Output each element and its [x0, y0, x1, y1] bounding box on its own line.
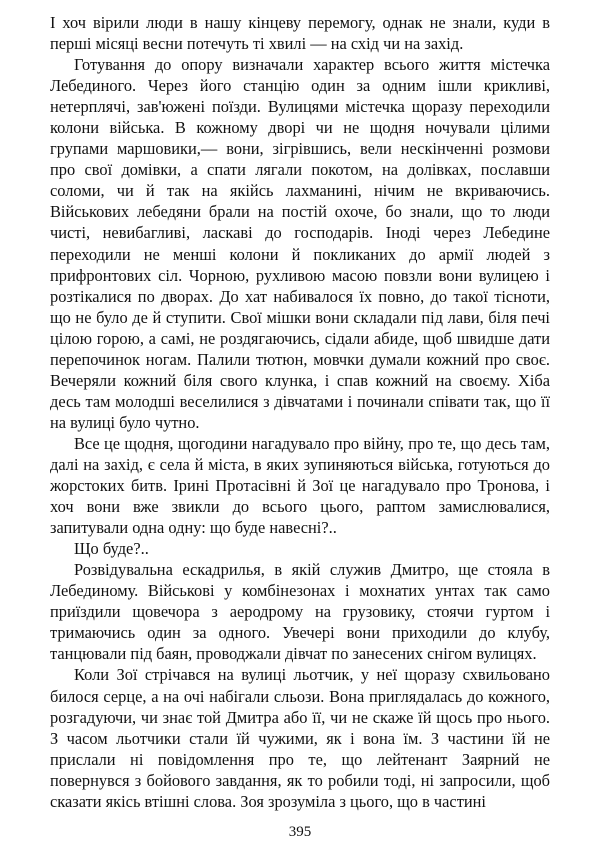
paragraph-4: Що буде?.. [74, 539, 149, 559]
paragraph-3: Все це щодня, щогодини нагадувало про війну, про те, що десь там, далі на захід, є села й міста, в яких зупиняються війська, готуються до жорстоких битв. Ірині Протасівні й Зої це нагадувало про Тронова, і хоч вони вже звикли до всього цього, раптом замислювалися, запитували одна одну: що буде навесні?.. [50, 433, 550, 538]
page-number: 395 [288, 824, 312, 840]
page-body [50, 12, 550, 812]
paragraph-2: Готування до опору визначали характер всього життя містечка Лебединого. Через його станцію один за одним ішли крикливі, нетерплячі, зав'южені поїзди. Вулицями містечка щоразу переходили колони війська. В кожному дворі чи не щодня ночували цілими групами маршовики,— вони, зігрівшись, вели нескінченні розмови про свої домівки, а спати лягали покотом, на долівках, пославши соломи, чи й так на якійсь лахманині, нічим не вкриваючись. Військових лебедяни брали на постій охоче, бо знали, що то люди чисті, невибагливі, ласкаві до господарів. Іноді через Лебедине переходили не менші колони й покликаних до армії людей з прифронтових сіл. Чорною, рухливою масою повзли вони вулицею і розтікалися по дворах. До хат набивалося їх повно, до такої тісноти, що не було де й ступити. Свої мішки вони складали під лави, біля печі цілою горою, а самі, не роздягаючись, сідали абиде, щоб швидше дати перепочинок ногам. Палили тютюн, мовчки думали кожний про своє. Вечеряли кожний біля свого клунка, і спав кожний на своєму. Хіба десь там молодші веселилися з дівчатами і починали співати так, що її на вулиці було чутно. [50, 55, 550, 432]
paragraph-6: Коли Зої стрічався на вулиці льотчик, у неї щоразу схвильовано билося серце, а на очі набігали сльози. Вона приглядалась до кожного, розгадуючи, чи знає той Дмитра або її, чи не скаже їй щось про нього. З часом льотчики стали їй чужими, як і вона їм. З частини їй не прислали ні повідомлення про те, що лейтенант Заярний не повернувся з бойового завдання, як то робили тоді, ні запросили, щоб сказати якісь втішні слова. Зоя зрозуміла з цього, що в частині [50, 665, 550, 811]
paragraph-5: Розвідувальна ескадрилья, в якій служив Дмитро, ще стояла в Лебединому. Військові у комбінезонах і мохнатих унтах так само приїздили щовечора з аеродрому на грузовику, стоячи гуртом і тримаючись один за одного. Увечері вони приходили до клубу, танцювали під баян, проводжали дівчат по занесених снігом вулицях. [50, 560, 550, 664]
paragraph-1: І хоч вірили люди в нашу кінцеву перемогу, однак не знали, куди в перші місяці весни потечуть ті хвилі — на схід чи на захід. [50, 13, 550, 54]
